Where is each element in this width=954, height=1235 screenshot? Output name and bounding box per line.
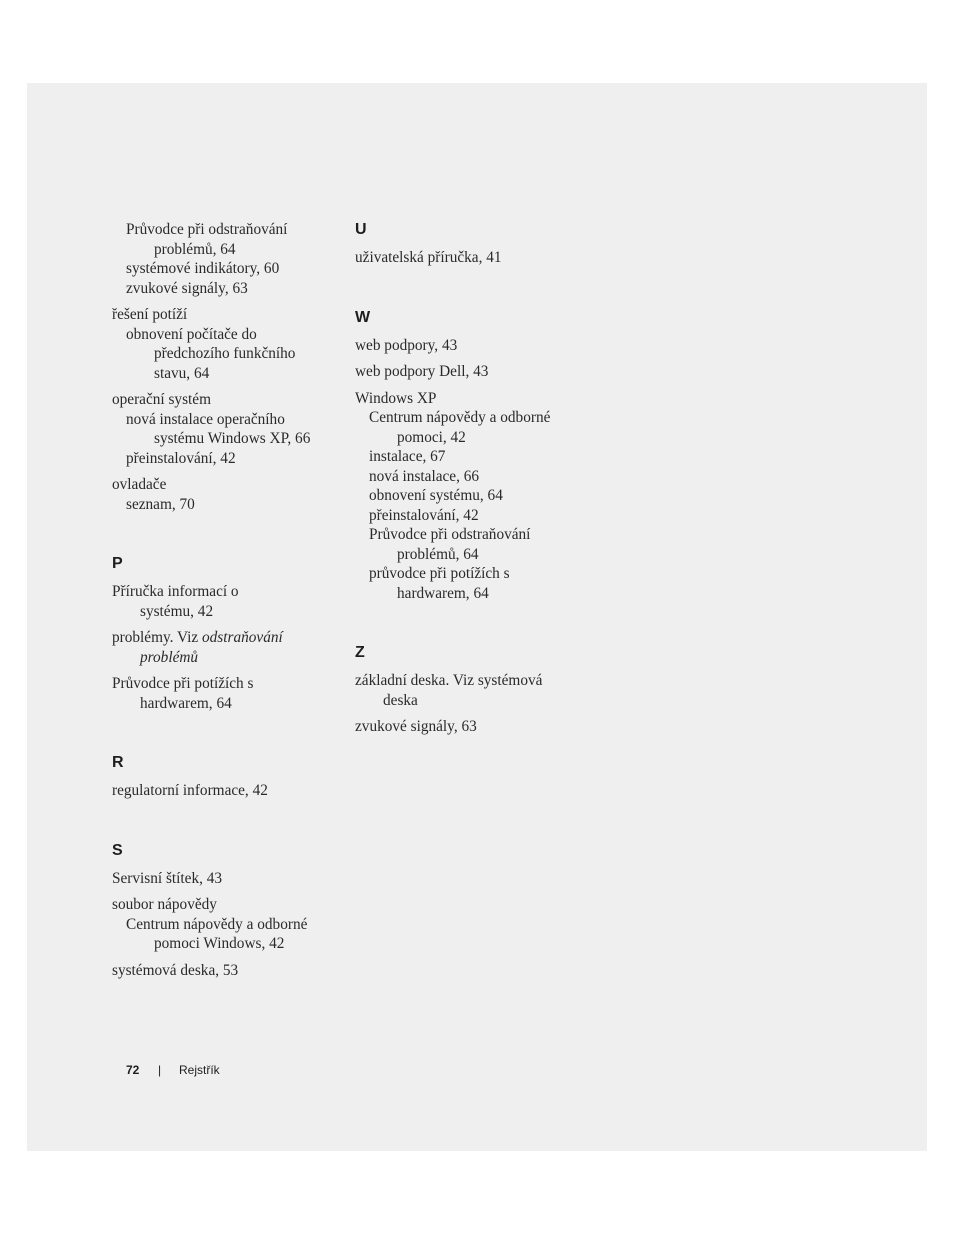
page-number: 72 [126,1063,140,1077]
index-term [112,628,352,648]
index-text: operační systém [112,391,211,408]
index-term [355,389,595,409]
index-text: přeinstalování, 42 [369,506,479,524]
index-text: seznam, 70 [126,495,195,513]
index-subterm [355,467,595,487]
index-subterm [112,325,352,345]
index-text: uživatelská příručka, 41 [355,249,502,266]
index-entry [112,390,352,468]
index-subterm [355,506,595,526]
index-entry [112,961,352,981]
index-entry [112,781,352,801]
index-subterm [112,240,352,260]
index-subterm [112,429,352,449]
index-text: pomoci, 42 [397,428,466,446]
index-term [355,362,595,382]
index-term [355,671,595,691]
index-text: systémová deska, 53 [112,961,239,979]
index-subterm [112,602,352,622]
index-entry [355,389,595,604]
index-text: problémy. Viz [112,629,202,646]
index-entry [355,336,595,356]
index-text: systému Windows XP, 66 [154,430,311,447]
index-text: regulatorní informace, 42 [112,782,268,799]
index-text: Centrum nápovědy a odborné [126,915,308,933]
index-text: zvukové signály, 63 [355,718,477,735]
index-entry [112,305,352,383]
index-entry [112,869,352,889]
index-text: pomoci Windows, 42 [154,935,285,952]
index-column-right [355,220,595,737]
index-subterm [355,486,595,506]
index-subterm [112,259,352,279]
index-text: předchozího funkčního [154,345,296,362]
index-text: web podpory Dell, 43 [355,363,489,380]
index-text: nová instalace, 66 [369,467,480,485]
section-title: Rejstřík [179,1063,220,1077]
index-text: Windows XP [355,389,437,407]
index-term [112,869,352,889]
index-subterm [355,584,595,604]
index-subterm [112,279,352,299]
index-text: řešení potíží [112,306,188,323]
index-entry [355,248,595,268]
index-subterm [112,364,352,384]
page-footer [126,1062,220,1078]
index-text: průvodce při potížích s [369,565,510,582]
index-text: přeinstalování, 42 [126,449,236,467]
index-text: deska [383,691,418,709]
index-text: Průvodce při potížích s [112,675,254,692]
index-term [112,895,352,915]
index-subterm [355,545,595,565]
index-text: stavu, 64 [154,364,210,382]
index-subterm [355,428,595,448]
index-entry [355,717,595,737]
index-text: hardwarem, 64 [140,694,232,712]
index-text: obnovení systému, 64 [369,487,503,504]
index-subterm [112,495,352,515]
index-term [112,475,352,495]
index-subterm [355,447,595,467]
cross-reference: odstraňování [202,629,283,646]
index-text: instalace, 67 [369,448,446,465]
index-entry [355,362,595,382]
index-term [112,781,352,801]
index-entry [112,628,352,667]
index-text: základní deska. Viz systémová [355,672,543,689]
index-subterm [112,449,352,469]
index-text: zvukové signály, 63 [126,279,248,297]
index-text: problémů, 64 [397,545,479,563]
section-letter-s: S [112,841,123,859]
index-subterm [355,525,595,545]
index-term [355,717,595,737]
index-text: nová instalace operačního [126,410,285,428]
section-letter-p: P [112,555,123,572]
index-text: systémové indikátory, 60 [126,260,280,277]
index-subterm [112,694,352,714]
index-entry [112,582,352,621]
index-text: web podpory, 43 [355,336,458,354]
index-entry [112,220,352,298]
index-subterm [112,220,352,240]
index-term [112,582,352,602]
section-letter-u: U [355,221,367,238]
index-term [355,248,595,268]
index-subterm [112,934,352,954]
index-subterm [355,564,595,584]
index-text: Příručka informací o [112,583,239,600]
section-letter-w: W [355,308,371,326]
footer-separator: | [158,1063,162,1077]
index-subterm [112,915,352,935]
index-text: obnovení počítače do [126,325,257,343]
index-text: ovladače [112,476,167,493]
index-text: soubor nápovědy [112,896,217,913]
index-term [112,674,352,694]
index-entry [112,475,352,514]
index-text: Průvodce při odstraňování [126,221,288,238]
index-term [355,336,595,356]
index-subterm [355,408,595,428]
index-text: Centrum nápovědy a odborné [369,409,551,426]
index-text: problémů, 64 [154,240,236,258]
section-letter-z: Z [355,644,365,661]
index-entry [112,895,352,954]
index-entry [355,671,595,710]
index-subterm [112,648,352,668]
cross-reference: problémů [140,648,199,666]
index-text: systému, 42 [140,602,214,620]
index-column-left [112,220,352,980]
section-letter-r: R [112,754,124,771]
index-term [112,390,352,410]
index-text: hardwarem, 64 [397,584,489,602]
index-term [112,961,352,981]
index-subterm [112,344,352,364]
index-entry [112,674,352,713]
index-term [112,305,352,325]
index-text: Průvodce při odstraňování [369,526,531,543]
index-text: Servisní štítek, 43 [112,869,223,887]
index-subterm [112,410,352,430]
index-subterm [355,691,595,711]
